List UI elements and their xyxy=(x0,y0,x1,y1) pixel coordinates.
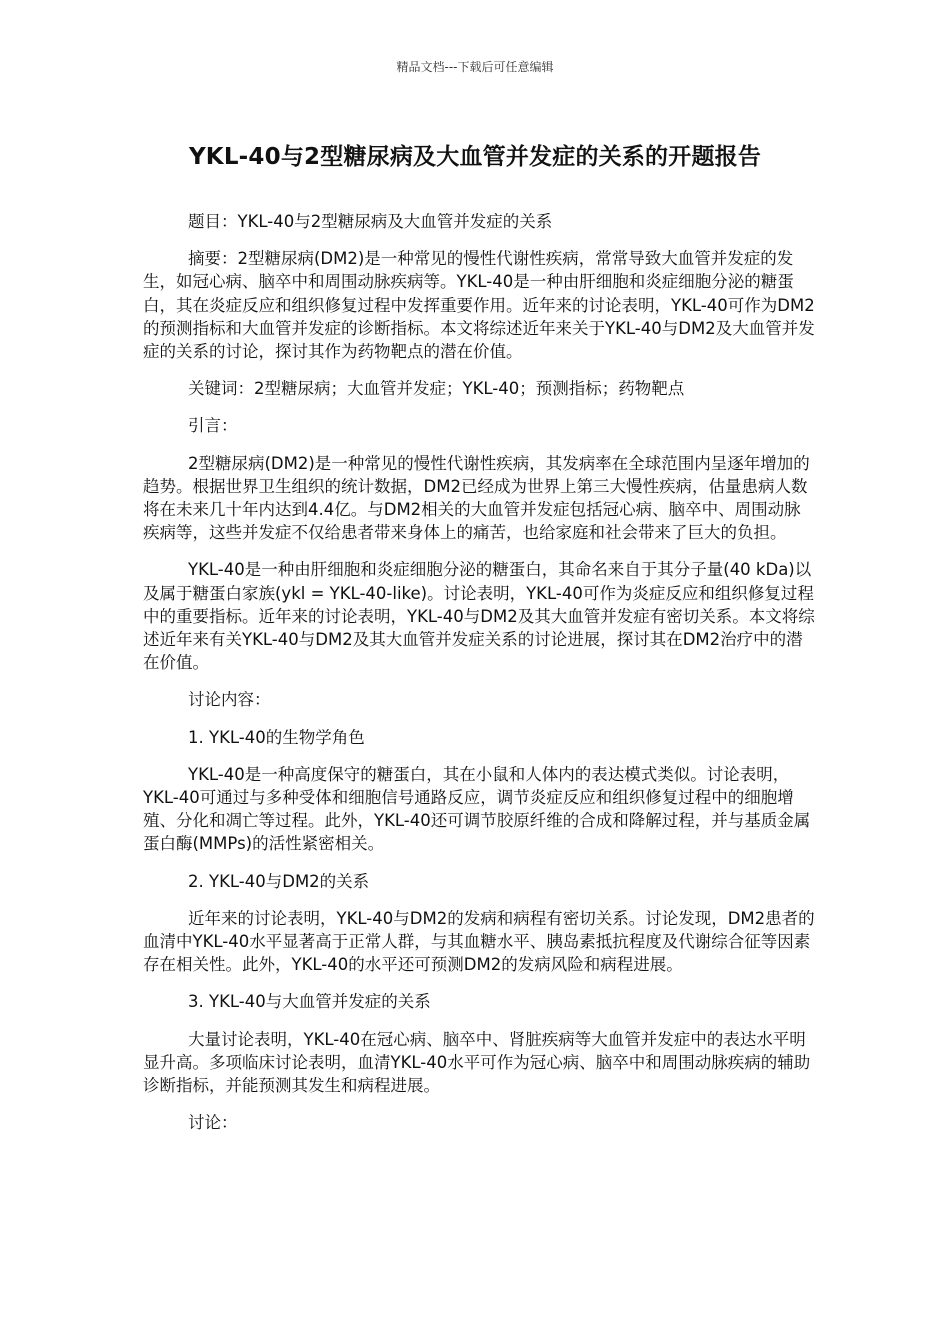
section-heading-1: 1. YKL-40的生物学角色 xyxy=(188,727,365,747)
header-note: 精品文档---下载后可任意编辑 xyxy=(396,60,554,74)
document-title: YKL-40与2型糖尿病及大血管并发症的关系的开题报告 xyxy=(188,144,762,170)
paragraph-intro-1: 2型糖尿病(DM2)是一种常见的慢性代谢性疾病，其发病率在全球范围内呈逐年增加的趋势。根据世界卫生组织的统计数据，DM2已经成为世界上第三大慢性疾病，估量患病人数将在未来几十年内达到4.4亿。与DM2相关的大血管并发症包括冠心病、脑卒中、周围动脉疾病等，这些并发症不仅给患者带来身体上的痛苦，也给家庭和社会带来了巨大的负担。 xyxy=(143,453,810,543)
section-body-3: 大量讨论表明，YKL-40在冠心病、脑卒中、肾脏疾病等大血管并发症中的表达水平明显升高。多项临床讨论表明，血清YKL-40水平可作为冠心病、脑卒中和周围动脉疾病的辅助诊断指标，并能预测其发生和病程进展。 xyxy=(143,1029,811,1096)
section-body-1: YKL-40是一种高度保守的糖蛋白，其在小鼠和人体内的表达模式类似。讨论表明，YKL-40可通过与多种受体和细胞信号通路反应，调节炎症反应和组织修复过程中的细胞增殖、分化和凋亡等过程。此外，YKL-40还可调节胶原纤维的合成和降解过程，并与基质金属蛋白酶(MMPs)的活性紧密相关。 xyxy=(143,764,811,854)
section-heading-3: 3. YKL-40与大血管并发症的关系 xyxy=(188,992,431,1012)
paragraph-keywords: 关键词：2型糖尿病；大血管并发症；YKL-40；预测指标；药物靶点 xyxy=(188,379,685,399)
section-heading-2: 2. YKL-40与DM2的关系 xyxy=(188,871,370,891)
section-body-2: 近年来的讨论表明，YKL-40与DM2的发病和病程有密切关系。讨论发现，DM2患者的血清中YKL-40水平显著高于正常人群，与其血糖水平、胰岛素抵抗程度及代谢综合征等因素存在相关性。此外，YKL-40的水平还可预测DM2的发病风险和病程进展。 xyxy=(143,908,815,975)
paragraph-intro-2: YKL-40是一种由肝细胞和炎症细胞分泌的糖蛋白，其命名来自于其分子量(40 kDa)以及属于糖蛋白家族(ykl = YKL-40-like)。讨论表明，YKL-40可作为炎症反应和组织修复过程中的重要指标。近年来的讨论表明，YKL-40与DM2及其大血管并发症有密切关系。本文将综述近年来有关YKL-40与DM2及其大血管并发症关系的讨论进展，探讨其在DM2治疗中的潜在价值。 xyxy=(143,560,815,673)
paragraph-content-heading: 讨论内容： xyxy=(188,690,271,710)
paragraph-discussion-heading: 讨论： xyxy=(188,1113,238,1133)
paragraph-topic: 题目：YKL-40与2型糖尿病及大血管并发症的关系 xyxy=(188,212,553,231)
paragraph-abstract: 摘要：2型糖尿病(DM2)是一种常见的慢性代谢性疾病，常常导致大血管并发症的发生，如冠心病、脑卒中和周围动脉疾病等。YKL-40是一种由肝细胞和炎症细胞分泌的糖蛋白，其在炎症反应和组织修复过程中发挥重要作用。近年来的讨论表明，YKL-40可作为DM2的预测指标和大血管并发症的诊断指标。本文将综述近年来关于YKL-40与DM2及大血管并发症的关系的讨论，探讨其作为药物靶点的潜在价值。 xyxy=(143,249,815,362)
paragraph-intro-heading: 引言： xyxy=(188,416,238,436)
document-body xyxy=(143,210,815,1149)
